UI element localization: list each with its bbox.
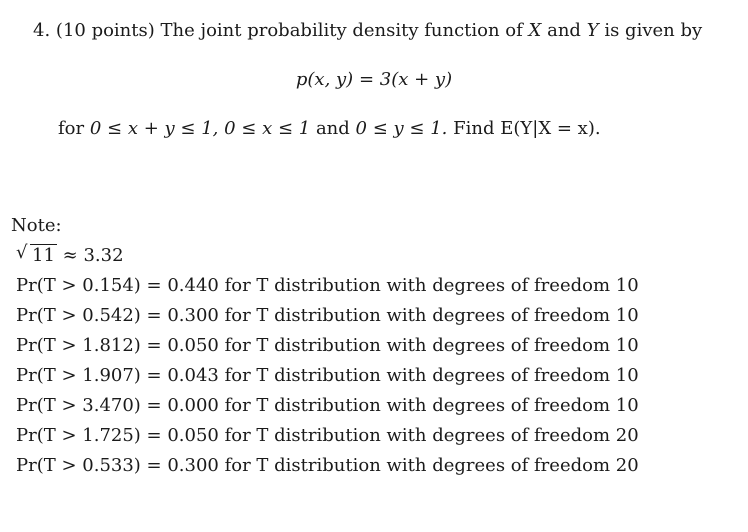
variable-x: X [528,20,542,41]
condition-find: Find E(Y|X = x). [453,118,601,139]
formula-equals: = [358,69,375,90]
question-outro: is given by [604,20,703,41]
probability-line: Pr(T > 1.907) = 0.043 for T distribution with degrees of freedom 10 [16,365,639,386]
probability-line: Pr(T > 1.812) = 0.050 for T distribution with degrees of freedom 10 [16,335,639,356]
formula-rhs: 3(x + y) [379,69,453,90]
condition-and: and [315,118,350,139]
variable-y: Y [586,20,599,41]
probability-line: Pr(T > 1.725) = 0.050 for T distribution with degrees of freedom 20 [16,425,639,446]
question-and: and [547,20,581,41]
probability-line: Pr(T > 0.533) = 0.300 for T distribution with degrees of freedom 20 [16,455,639,476]
sqrt-approx: ≈ 3.32 [62,245,124,266]
formula-lhs: p(x, y) [295,69,354,90]
condition-range-x: 0 ≤ x ≤ 1 [224,118,311,139]
condition-range-sum: 0 ≤ x + y ≤ 1, [89,118,219,139]
condition-prefix: for [58,118,85,139]
question-number: 4. [33,20,51,41]
question-points: (10 points) [55,20,155,41]
condition-range-y: 0 ≤ y ≤ 1. [355,118,448,139]
probability-line: Pr(T > 3.470) = 0.000 for T distribution with degrees of freedom 10 [16,395,639,416]
sqrt-note [16,242,124,266]
support-condition [58,118,601,139]
square-root [16,242,57,266]
probability-line: Pr(T > 0.542) = 0.300 for T distribution with degrees of freedom 10 [16,305,639,326]
radical-sign-icon: √ [16,242,28,263]
sqrt-radicand: 11 [32,245,55,266]
density-formula [0,69,748,90]
question-text [33,20,702,41]
note-label: Note: [11,215,62,236]
question-intro: The joint probability density function of [160,20,523,41]
probability-line: Pr(T > 0.154) = 0.440 for T distribution with degrees of freedom 10 [16,275,639,296]
